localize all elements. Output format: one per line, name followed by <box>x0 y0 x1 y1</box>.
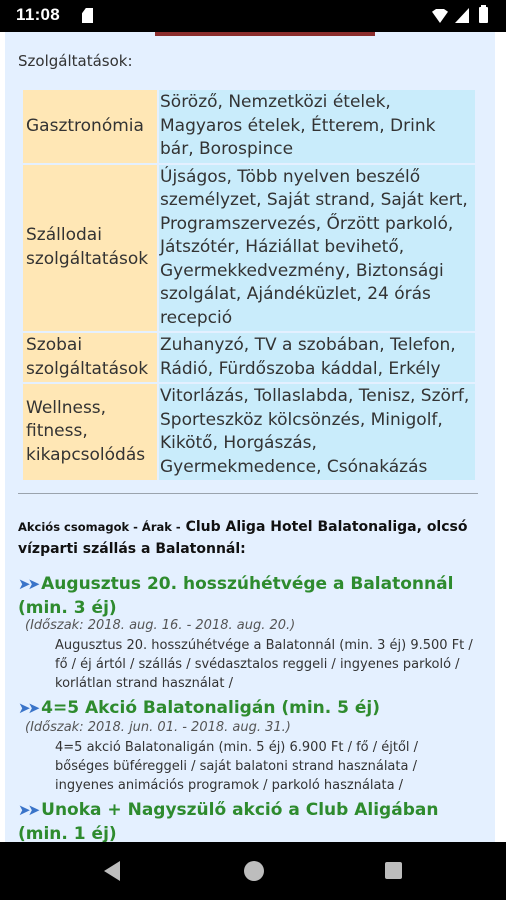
service-category: Szállodai szolgáltatások <box>23 165 157 332</box>
table-row <box>23 90 475 163</box>
packages-heading <box>18 516 478 560</box>
offer-title-text: 4=5 Akció Balatonaligán (min. 5 éj) <box>41 698 381 718</box>
page-body <box>5 32 495 842</box>
service-category: Wellness, fitness, kikapcsolódás <box>23 384 157 480</box>
offer-title-link[interactable] <box>18 572 478 620</box>
packages-heading-prefix: Akciós csomagok - Árak - <box>18 520 181 534</box>
top-banner-image <box>155 32 375 36</box>
offer-title-link[interactable] <box>18 696 478 720</box>
service-values: Vitorlázás, Tollaslabda, Tenisz, Szörf, Sporteszköz kölcsönzés, Minigolf, Kikötő, Horgászás, Gyermekmedence, Csónakázás <box>159 384 475 480</box>
table-row <box>23 165 475 332</box>
offer-period: (Időszak: 2018. jun. 01. - 2018. aug. 31.) <box>25 720 291 735</box>
sim-card-icon <box>82 8 93 23</box>
offer-title-link[interactable] <box>18 798 478 842</box>
services-table <box>21 88 477 482</box>
back-icon[interactable] <box>104 861 120 881</box>
divider <box>18 493 478 494</box>
table-row <box>23 384 475 480</box>
status-bar <box>0 0 506 32</box>
wifi-icon <box>432 9 448 23</box>
offer-title-text: Augusztus 20. hosszúhétvége a Balatonnál (min. 3 éj) <box>18 574 454 618</box>
packages-heading-text: Club Aliga Hotel Balatonaliga, olcsó vízparti szállás a Balatonnál: <box>18 519 468 557</box>
offer-description: Augusztus 20. hosszúhétvége a Balatonnál (min. 3 éj) 9.500 Ft / fő / éj ártól / szállás / svédasztalos reggeli / ingyenes parkoló / korlátlan strand használat / <box>55 638 473 691</box>
services-label: Szolgáltatások: <box>18 52 133 70</box>
table-row <box>23 333 475 382</box>
home-icon[interactable] <box>244 861 264 881</box>
status-time: 11:08 <box>16 5 61 24</box>
arrow-right-icon: ➤➤ <box>18 575 38 593</box>
service-values: Söröző, Nemzetközi ételek, Magyaros ételek, Étterem, Drink bár, Borospince <box>159 90 475 163</box>
web-content[interactable] <box>0 32 506 842</box>
battery-icon <box>479 7 488 23</box>
service-category: Szobai szolgáltatások <box>23 333 157 382</box>
recent-apps-icon[interactable] <box>385 862 402 879</box>
arrow-right-icon: ➤➤ <box>18 699 38 717</box>
service-category: Gasztronómia <box>23 90 157 163</box>
offer-period: (Időszak: 2018. aug. 16. - 2018. aug. 20.) <box>25 618 296 633</box>
offer-description: 4=5 akció Balatonaligán (min. 5 éj) 6.900 Ft / fő / éjtől / bőséges büféreggeli / saját balatoni strand használata / ingyenes animációs programok / parkoló használata / <box>55 740 419 793</box>
service-values: Újságos, Több nyelven beszélő személyzet, Saját strand, Saját kert, Programszervezés, Őrzött parkoló, Játszótér, Háziállat bevihető, Gyermekkedvezmény, Biztonsági szolgálat, Ajándéküzlet, 24 órás recepció <box>159 165 475 332</box>
navigation-bar <box>0 842 506 900</box>
signal-icon <box>455 8 469 23</box>
offer-title-text: Unoka + Nagyszülő akció a Club Aligában (min. 1 éj) <box>18 800 439 842</box>
scrollbar[interactable] <box>495 32 506 842</box>
arrow-right-icon: ➤➤ <box>18 801 38 819</box>
service-values: Zuhanyzó, TV a szobában, Telefon, Rádió, Fürdőszoba káddal, Erkély <box>159 333 475 382</box>
